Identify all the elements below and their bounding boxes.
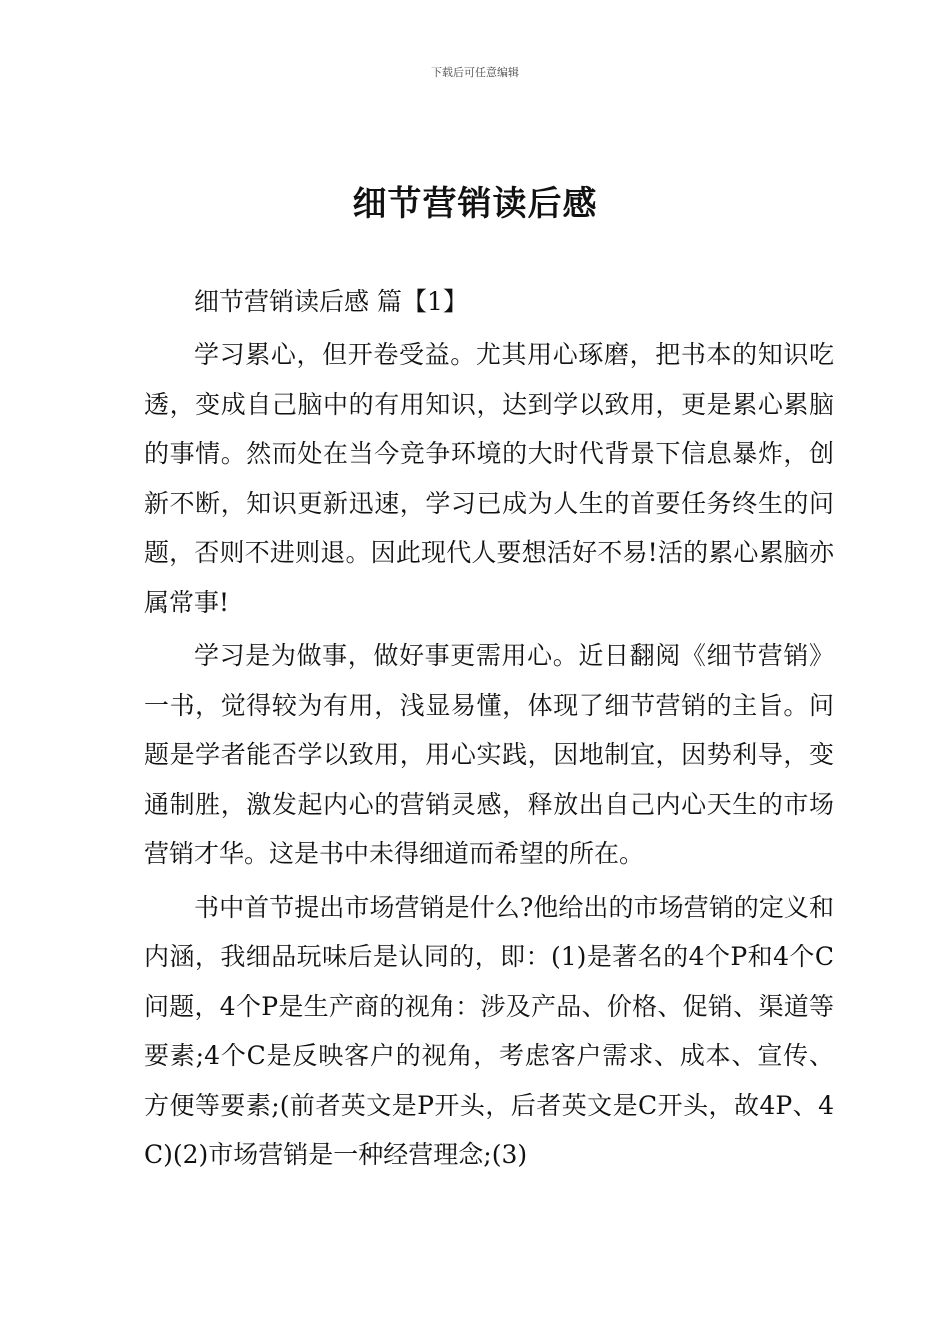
paragraph-3: 书中首节提出市场营销是什么?他给出的市场营销的定义和内涵，我细品玩味后是认同的，即：(1)是著名的4个P和4个C问题，4个P是生产商的视角：涉及产品、价格、促销、渠道等要素;4个C是反映客户的视角，考虑客户需求、成本、宣传、方便等要素;(前者英文是P开头，后者英文是C开头，故4P、4C)(2)市场营销是一种经营理念;(3) — [144, 892, 834, 1169]
paragraph-2: 学习是为做事，做好事更需用心。近日翻阅《细节营销》一书，觉得较为有用，浅显易懂，体现了细节营销的主旨。问题是学者能否学以致用，用心实践，因地制宜，因势利导，变通制胜，激发起内心的营销灵感，释放出自己内心天生的市场营销才华。这是书中未得细道而希望的所在。 — [144, 641, 834, 868]
section-subtitle: 细节营销读后感 篇【1】 — [194, 287, 468, 316]
header-note: 下载后可任意编辑 — [431, 66, 519, 79]
document-body — [144, 278, 834, 1184]
paragraph-1: 学习累心，但开卷受益。尤其用心琢磨，把书本的知识吃透，变成自己脑中的有用知识，达到学以致用，更是累心累脑的事情。然而处在当今竞争环境的大时代背景下信息暴炸，创新不断，知识更新迅速，学习已成为人生的首要任务终生的问题，否则不进则退。因此现代人要想活好不易!活的累心累脑亦属常事! — [144, 340, 834, 617]
document-title: 细节营销读后感 — [352, 184, 598, 224]
